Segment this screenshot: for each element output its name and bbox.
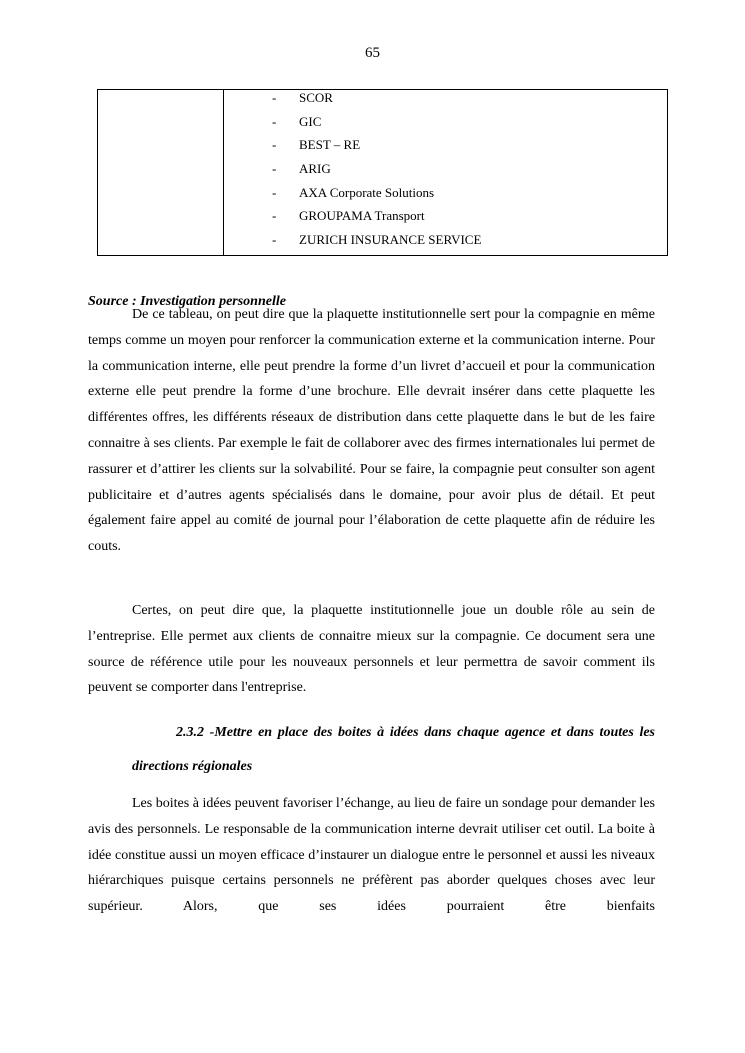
list-bullet: - <box>272 161 277 177</box>
body-paragraph: Les boites à idées peuvent favoriser l’échange, au lieu de faire un sondage pour demander les avis des personnels. Le responsable de la communication interne devrait utiliser cet outil. La boite à idée constitue aussi un moyen efficace d’instaurer un dialogue entre le personnel et aussi les niveaux hiérarchiques puisque certains personnels ne préfèrent pas aborder quelques choses avec leur supérieur. Alors, que ses idées pourraient être bienfaits <box>88 796 655 915</box>
list-bullet: - <box>272 137 277 153</box>
body-paragraph: De ce tableau, on peut dire que la plaquette institutionnelle sert pour la compagnie en même temps comme un moyen pour renforcer la communication externe et la communication interne. Pour la communication interne, elle peut prendre la forme d’un livret d’accueil et pour la communication externe elle peut prendre la forme d’une brochure. Elle devrait insérer dans cette plaquette les différentes offres, les différents réseaux de distribution dans cette plaquette dans le but de les faire connaitre à ses clients. Par exemple le fait de collaborer avec des firmes internationales lui permet de rassurer et d’attirer les clients sur la solvabilité. Pour se faire, la compagnie peut consulter son agent publicitaire et d’autres agents spécialisés dans le domaine, pour avoir plus de détail. Et peut également faire appel au comité de journal pour l’élaboration de cette plaquette afin de réduire les couts. <box>88 307 655 555</box>
source-caption: Source : Investigation personnelle <box>88 294 286 309</box>
partner-name: GROUPAMA Transport <box>299 208 425 224</box>
partners-list <box>272 90 481 256</box>
list-bullet: - <box>272 113 277 129</box>
section-heading: 2.3.2 -Mettre en place des boites à idées dans chaque agence et dans toutes les directions régionales <box>132 725 655 774</box>
partner-name: ZURICH INSURANCE SERVICE <box>299 232 482 248</box>
list-bullet: - <box>272 90 277 105</box>
list-item <box>272 232 481 256</box>
list-item <box>272 161 481 185</box>
list-item <box>272 185 481 209</box>
body-paragraph: Certes, on peut dire que, la plaquette institutionnelle joue un double rôle au sein de l’entreprise. Elle permet aux clients de connaitre mieux sur la compagnie. Ce document sera une source de référence utile pour les nouveaux personnels et leur permettra de savoir comment ils peuvent se comporter dans l'entreprise. <box>88 603 655 696</box>
partners-table <box>97 89 668 256</box>
list-bullet: - <box>272 232 277 248</box>
list-bullet: - <box>272 184 277 200</box>
list-item <box>272 90 481 114</box>
list-item <box>272 208 481 232</box>
partner-name: BEST – RE <box>299 137 361 153</box>
page-number: 65 <box>365 45 380 61</box>
list-bullet: - <box>272 208 277 224</box>
partner-name: GIC <box>299 113 322 129</box>
list-item <box>272 137 481 161</box>
partner-name: ARIG <box>299 161 331 177</box>
list-item <box>272 114 481 138</box>
table-column-divider <box>223 90 224 255</box>
partner-name: SCOR <box>299 90 333 105</box>
partner-name: AXA Corporate Solutions <box>299 184 435 200</box>
